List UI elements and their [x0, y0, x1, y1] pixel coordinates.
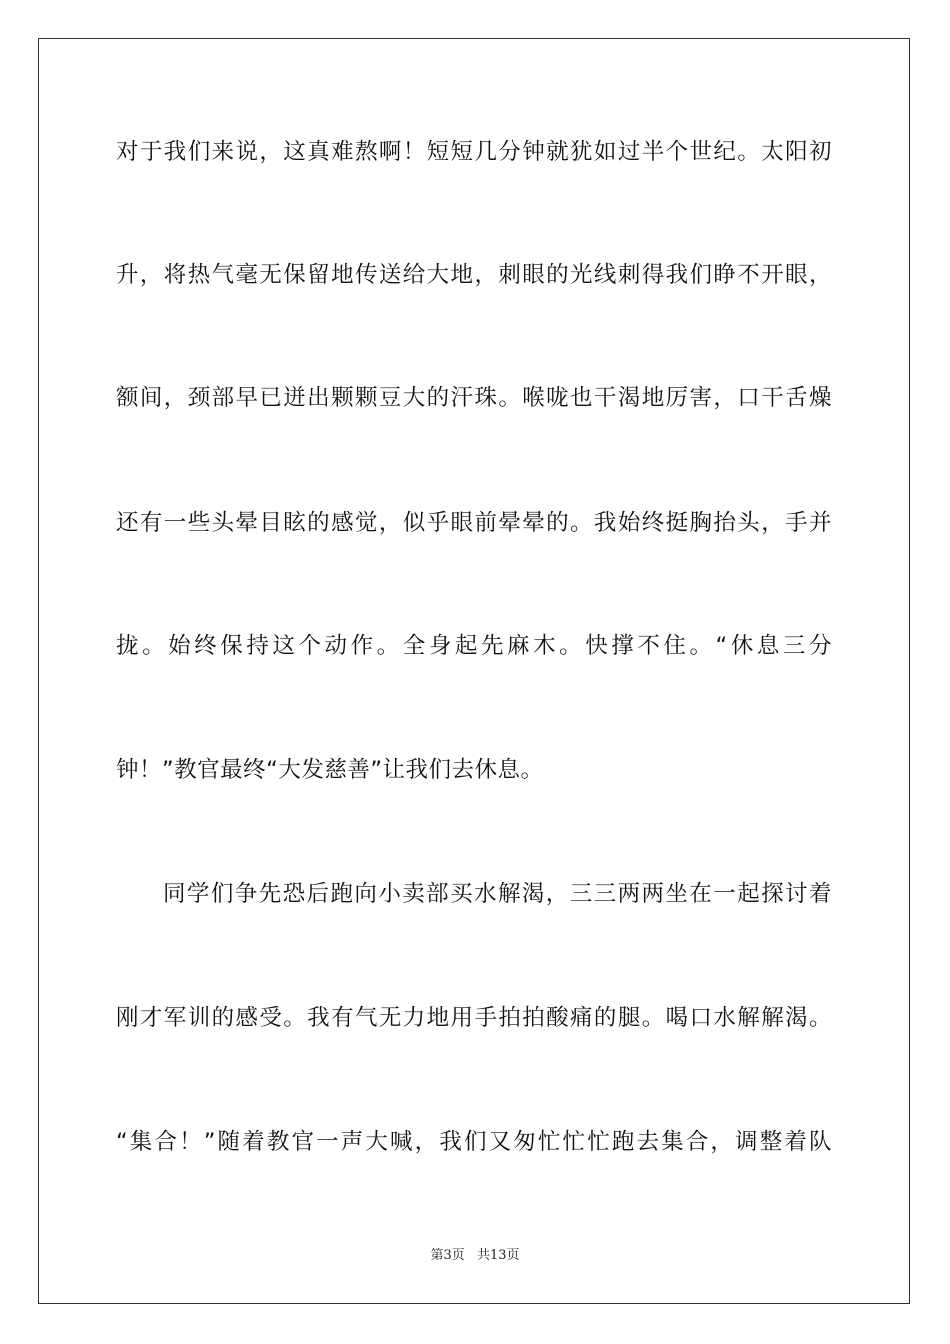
text-line-7: 同学们争先恐后跑向小卖部买水解渴，三三两两坐在一起探讨着: [163, 881, 832, 907]
text-line-2: 升，将热气毫无保留地传送给大地，刺眼的光线刺得我们睁不开眼，: [116, 262, 832, 288]
text-line-8: 刚才军训的感受。我有气无力地用手拍拍酸痛的腿。喝口水解解渴。: [116, 1005, 832, 1031]
text-line-4: 还有一些头晕目眩的感觉，似乎眼前晕晕的。我始终挺胸抬头，手并: [116, 510, 832, 536]
page-border: [38, 38, 910, 1304]
text-line-1: 对于我们来说，这真难熬啊！短短几分钟就犹如过半个世纪。太阳初: [116, 139, 832, 165]
page-number: 第3页: [430, 1248, 465, 1263]
page-total: 共13页: [476, 1248, 520, 1263]
page-footer: [0, 1247, 950, 1265]
text-line-3: 额间，颈部早已迸出颗颗豆大的汗珠。喉咙也干渴地厉害，口干舌燥: [116, 385, 832, 411]
text-line-5: 拢。始终保持这个动作。全身起先麻木。快撑不住。“休息三分: [116, 633, 832, 659]
text-line-6: 钟！”教官最终“大发慈善”让我们去休息。: [116, 757, 544, 783]
text-line-9: “集合！”随着教官一声大喊，我们又匆忙忙忙跑去集合，调整着队: [116, 1129, 832, 1155]
